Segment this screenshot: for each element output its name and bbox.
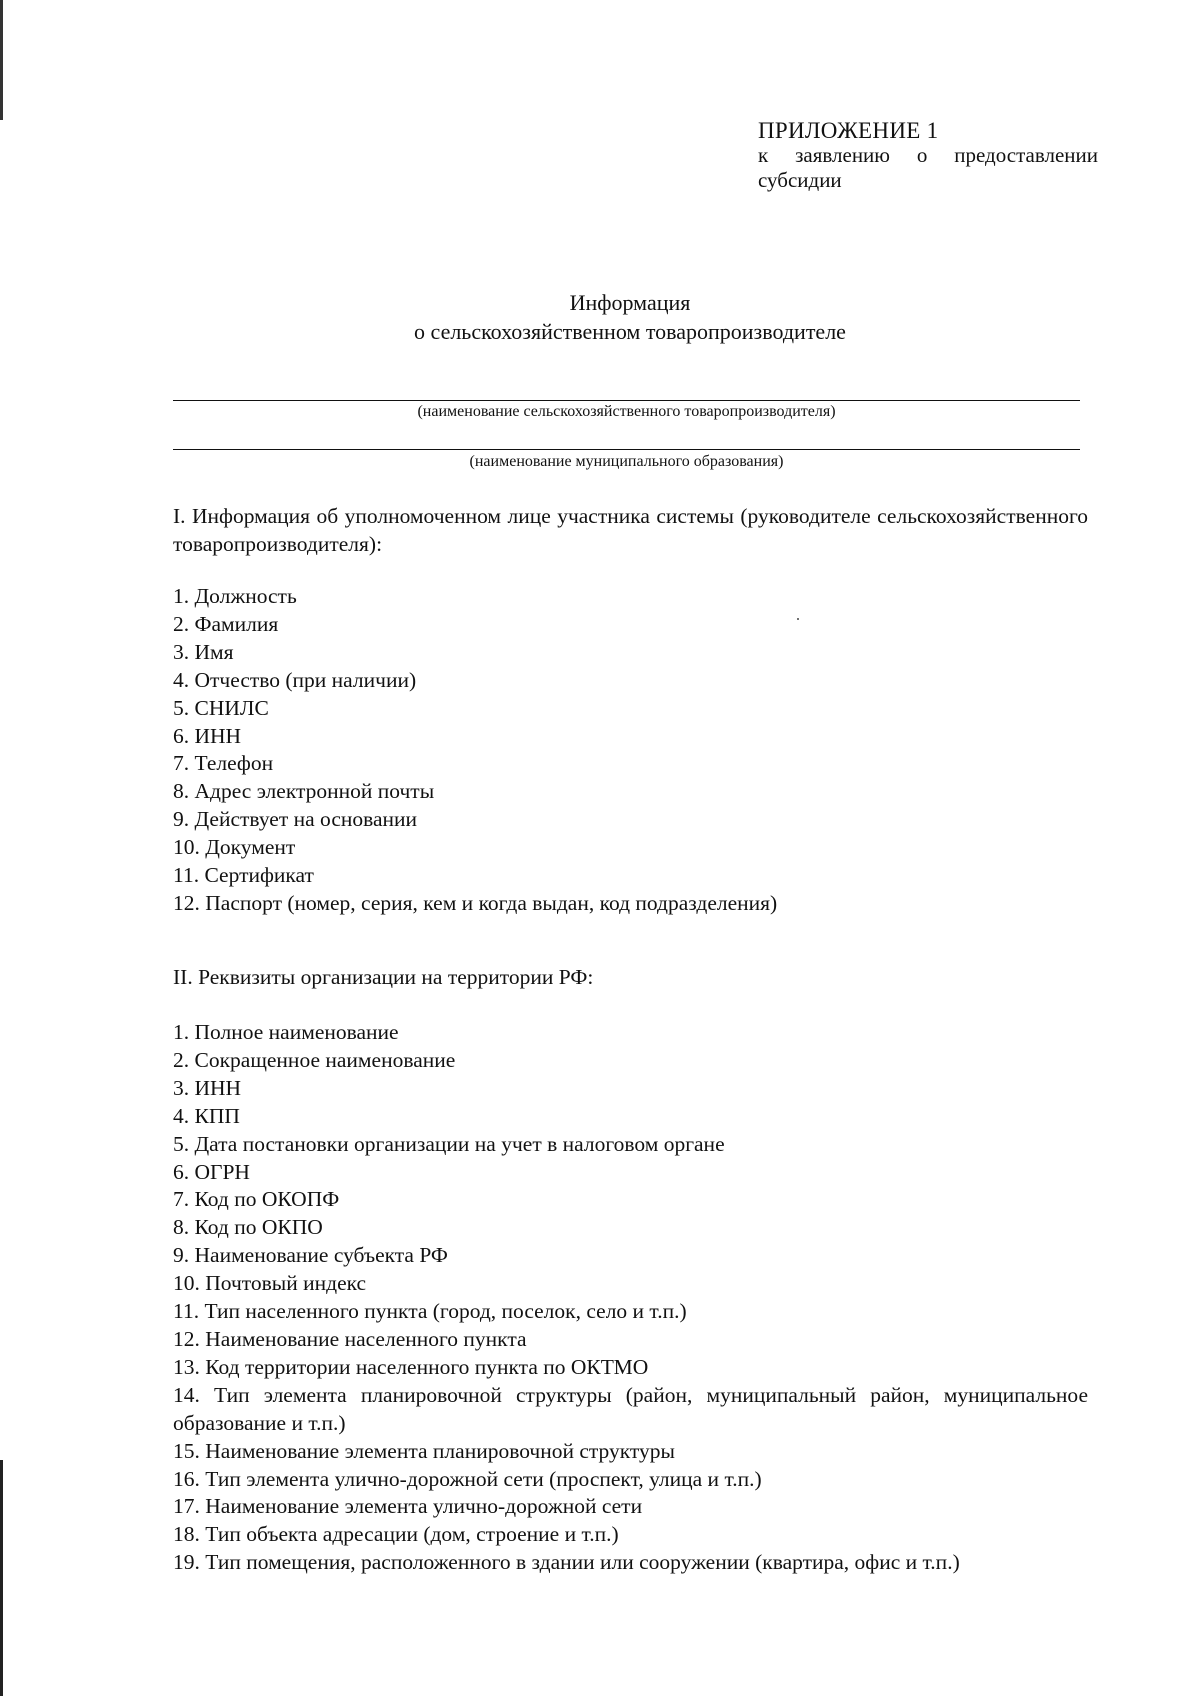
list-item: 2. Сокращенное наименование	[173, 1047, 456, 1072]
list-item: 4. КПП	[173, 1103, 240, 1128]
list-item: 11. Тип населенного пункта (город, поселок, село и т.п.)	[173, 1299, 687, 1324]
list-item: 5. СНИЛС	[173, 695, 269, 720]
list-item: 4. Отчество (при наличии)	[173, 667, 417, 692]
section-1-list	[173, 583, 1088, 918]
list-item: 10. Почтовый индекс	[173, 1271, 367, 1296]
scan-edge	[0, 1460, 3, 1696]
municipality-name-caption: (наименование муниципального образования)	[469, 453, 784, 470]
list-item: 5. Дата постановки организации на учет в налоговом органе	[173, 1131, 725, 1156]
list-item: 6. ИНН	[173, 723, 242, 748]
producer-name-caption: (наименование сельскохозяйственного товаропроизводителя)	[417, 403, 836, 420]
list-item: 17. Наименование элемента улично-дорожной сети	[173, 1494, 643, 1519]
list-item: 10. Документ	[173, 835, 296, 860]
list-item: 9. Действует на основании	[173, 807, 418, 832]
list-item: 12. Паспорт (номер, серия, кем и когда выдан, код подразделения)	[173, 890, 778, 915]
appendix-subtitle: к заявлению о предоставлении субсидии	[758, 143, 1098, 192]
municipality-name-line	[173, 449, 1080, 450]
list-item: 3. ИНН	[173, 1075, 242, 1100]
list-item: 2. Фамилия	[173, 611, 279, 636]
list-item: 18. Тип объекта адресации (дом, строение и т.п.)	[173, 1522, 619, 1547]
list-item: 14. Тип элемента планировочной структуры (район, муниципальный район, муниципальное образование и т.п.)	[173, 1382, 1088, 1435]
document-title: Информация	[569, 290, 691, 315]
producer-name-line	[173, 400, 1080, 401]
list-item: 8. Адрес электронной почты	[173, 779, 435, 804]
list-item: 8. Код по ОКПО	[173, 1215, 323, 1240]
list-item: 6. ОГРН	[173, 1159, 250, 1184]
appendix-title: ПРИЛОЖЕНИЕ 1	[758, 118, 939, 143]
appendix-block	[758, 118, 1098, 193]
list-item: 3. Имя	[173, 639, 234, 664]
scan-edge	[0, 0, 3, 120]
section-1-heading: I. Информация об уполномоченном лице участника системы (руководителе сельскохозяйственного товаропроизводителя):	[173, 504, 1088, 556]
list-item: 7. Телефон	[173, 751, 274, 776]
section-2-list	[173, 1019, 1088, 1577]
list-item: 11. Сертификат	[173, 863, 314, 888]
list-item: 7. Код по ОКОПФ	[173, 1187, 340, 1212]
list-item: 13. Код территории населенного пункта по ОКТМО	[173, 1354, 649, 1379]
list-item: 19. Тип помещения, расположенного в здании или сооружении (квартира, офис и т.п.)	[173, 1550, 960, 1575]
list-item: 12. Наименование населенного пункта	[173, 1326, 527, 1351]
list-item: 15. Наименование элемента планировочной структуры	[173, 1438, 675, 1463]
section-2-heading: II. Реквизиты организации на территории РФ:	[173, 965, 594, 989]
list-item: 1. Должность	[173, 584, 297, 608]
document-subtitle: о сельскохозяйственном товаропроизводителе	[414, 319, 846, 344]
list-item: 16. Тип элемента улично-дорожной сети (проспект, улица и т.п.)	[173, 1466, 762, 1491]
list-item: 1. Полное наименование	[173, 1020, 399, 1044]
list-item: 9. Наименование субъекта РФ	[173, 1243, 448, 1268]
